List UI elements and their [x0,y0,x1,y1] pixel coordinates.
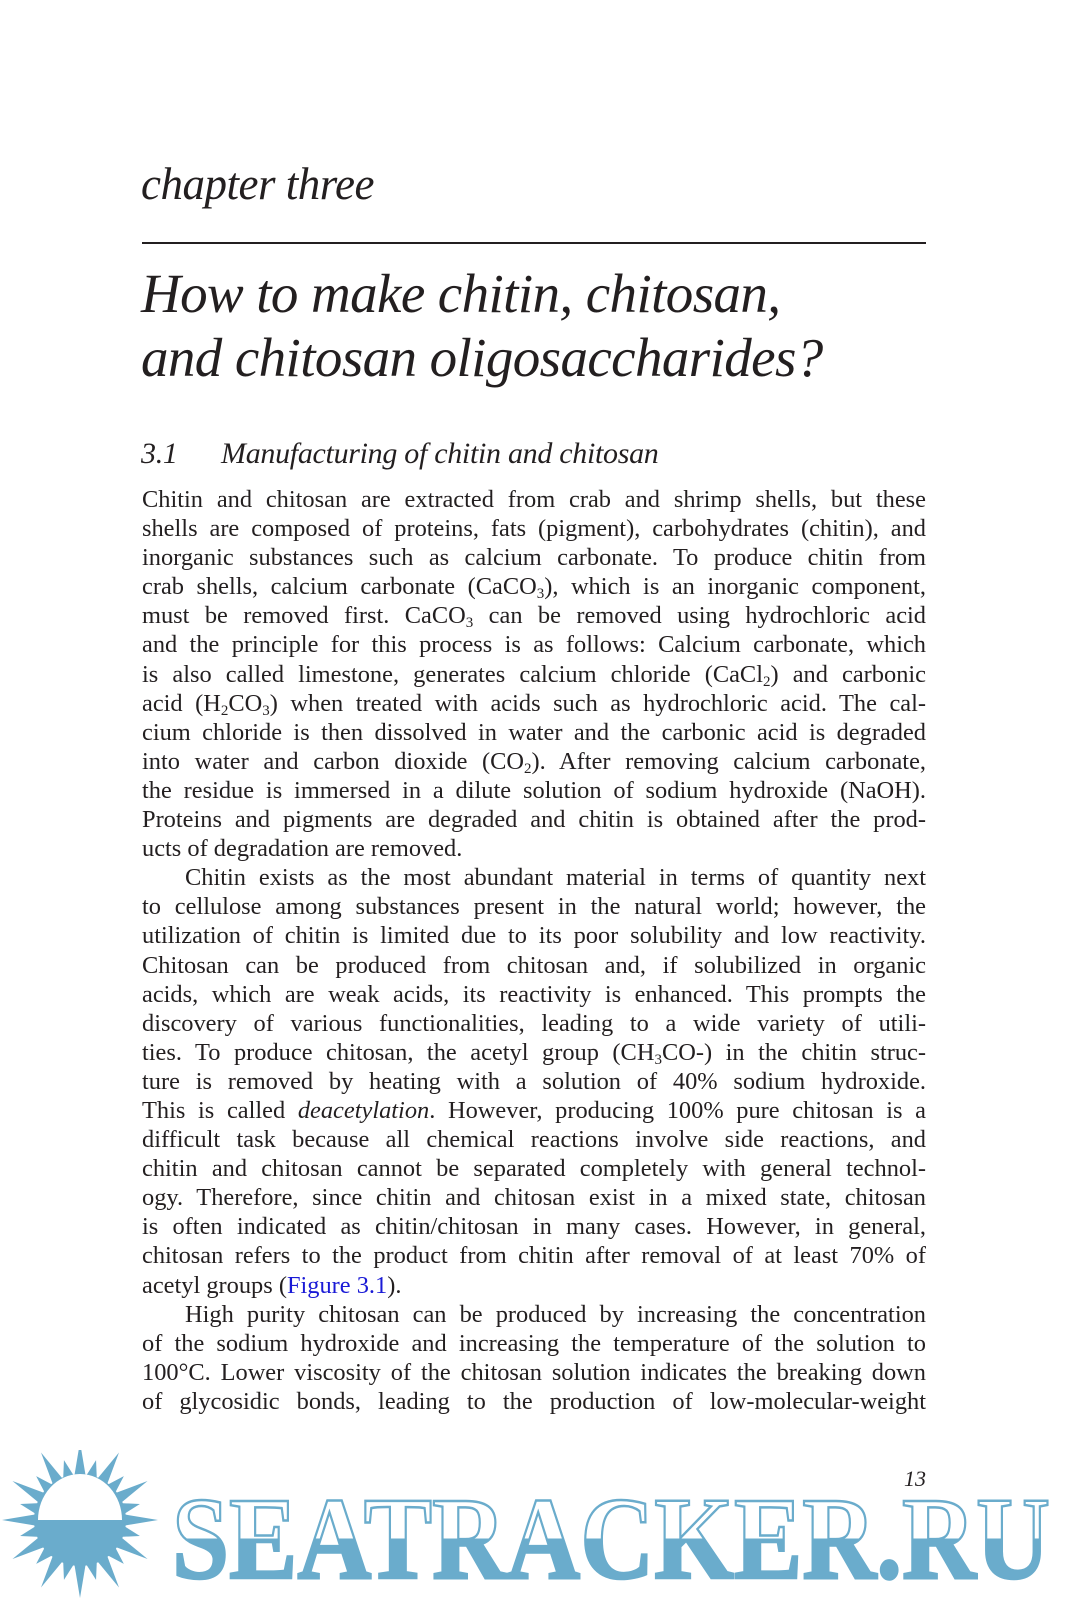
chapter-title-line: How to make chitin, chitosan, [141,263,781,324]
chapter-divider [142,242,926,244]
text-line [142,601,926,630]
text-line [142,980,926,1009]
text-run: of glycosidic bonds, leading to the production of low-molecular-weight [142,1387,926,1415]
text-run: Chitin and chitosan are extracted from crab and shrimp shells, but these [142,486,926,513]
text-run: difficult task because all chemical reactions involve side reactions, and [142,1126,926,1154]
text-run: chitin and chitosan cannot be separated completely with general technol- [142,1155,926,1183]
text-run: ) when treated with acids such as hydrochloric acid. The cal- [269,689,926,717]
text-line [142,689,926,718]
text-line [142,834,926,863]
text-line [142,1212,926,1241]
text-run: cium chloride is then dissolved in water and the carbonic acid is degraded [142,718,926,746]
text-line [142,543,926,572]
text-run: ogy. Therefore, since chitin and chitosan exist in a mixed state, chitosan [142,1184,926,1212]
text-run: ), which is an inorganic component, [544,573,926,601]
text-line [142,1358,926,1387]
italic-term: deacetylation [297,1096,430,1124]
text-run: must be removed first. CaCO [142,602,466,630]
sun-highlight [38,1474,122,1520]
text-run: can be removed using hydrochloric acid [473,602,927,630]
text-run: and the principle for this process is as follows: Calcium carbonate, which [142,631,926,659]
text-line [142,776,926,805]
watermark-logo [0,1450,1080,1598]
subscript: 3 [536,586,545,603]
chapter-label: chapter three [141,159,375,209]
subscript: 2 [524,760,532,777]
text-line [142,1009,926,1038]
text-line [142,921,926,950]
text-line [142,1125,926,1154]
section-heading [141,437,659,471]
text-run: ucts of degradation are removed. [142,835,463,863]
text-run: Chitin exists as the most abundant material in terms of quantity next [185,864,926,892]
text-run: inorganic substances such as calcium carbonate. To produce chitin from [142,544,926,572]
text-line [142,572,926,601]
text-run: is often indicated as chitin/chitosan in many cases. However, in general, [142,1213,926,1241]
text-run: of the sodium hydroxide and increasing the temperature of the solution to [142,1329,926,1357]
sun-ray [2,1514,36,1525]
text-run: crab shells, calcium carbonate (CaCO [142,573,537,601]
text-line [142,747,926,776]
text-line [142,1154,926,1183]
text-line [142,485,926,514]
text-line [142,1387,926,1416]
text-run: to cellulose among substances present in the natural world; however, the [142,893,926,921]
subscript: 2 [220,702,229,719]
text-line [142,1271,926,1300]
text-run: acids, which are weak acids, its reactivity is enhanced. This prompts the [142,980,926,1008]
text-run: 100°C. Lower viscosity of the chitosan solution indicates the breaking down [142,1358,926,1386]
text-run: acid (H [142,689,221,717]
text-run: ties. To produce chitosan, the acetyl group (CH [142,1038,655,1066]
text-line [142,514,926,543]
text-line [142,892,926,921]
text-run: ). After removing calcium carbonate, [531,747,926,775]
text-run: the residue is immersed in a dilute solution of sodium hydroxide (NaOH). [142,776,926,804]
subscript: 3 [465,615,474,632]
subscript: 3 [262,702,270,719]
text-run: chitosan refers to the product from chitin after removal of at least 70% of [142,1242,926,1270]
text-run: Chitosan can be produced from chitosan and, if solubilized in organic [142,951,926,979]
sun-ray [124,1514,158,1525]
sun-ray [74,1564,85,1598]
section-number: 3.1 [141,437,178,470]
text-run: CO [228,689,263,717]
text-run: ) and carbonic [770,660,926,688]
page-number: 13 [904,1466,926,1491]
text-line [142,1241,926,1270]
text-line [142,1096,926,1125]
text-run: This is called [142,1096,298,1124]
chapter-title [141,262,823,390]
text-line [142,805,926,834]
text-line [142,718,926,747]
text-line [142,660,926,689]
text-line [142,1038,926,1067]
sun-icon [2,1450,158,1598]
text-run: acetyl groups ( [142,1271,287,1299]
text-line [142,1300,926,1329]
chapter-title-line: and chitosan oligosaccharides? [141,327,823,388]
text-run: Proteins and pigments are degraded and chitin is obtained after the prod- [142,806,926,834]
section-title: Manufacturing of chitin and chitosan [221,437,659,470]
subscript: 2 [762,673,771,690]
text-line [142,951,926,980]
text-run: High purity chitosan can be produced by increasing the concentration [185,1300,926,1328]
text-run: is also called limestone, generates calcium chloride (CaCl [142,660,763,688]
text-run: ). [387,1271,402,1299]
sun-ray [74,1450,85,1476]
body-text [142,485,926,1416]
text-run: CO-) in the chitin struc- [661,1038,926,1066]
text-run: . However, producing 100% pure chitosan is a [429,1096,926,1124]
text-line [142,1329,926,1358]
text-run: shells are composed of proteins, fats (pigment), carbohydrates (chitin), and [142,515,926,543]
text-run: discovery of various functionalities, leading to a wide variety of utili- [142,1009,926,1037]
text-run: into water and carbon dioxide (CO [142,747,525,775]
text-line [142,1067,926,1096]
text-line [142,1183,926,1212]
text-run: ture is removed by heating with a solution of 40% sodium hydroxide. [142,1067,926,1095]
figure-link[interactable]: Figure 3.1 [286,1271,388,1299]
text-run: utilization of chitin is limited due to its poor solubility and low reactivity. [142,922,926,950]
watermark-text: SEATRACKER.RU [172,1473,1050,1598]
subscript: 3 [654,1051,662,1068]
text-line [142,863,926,892]
text-line [142,630,926,659]
